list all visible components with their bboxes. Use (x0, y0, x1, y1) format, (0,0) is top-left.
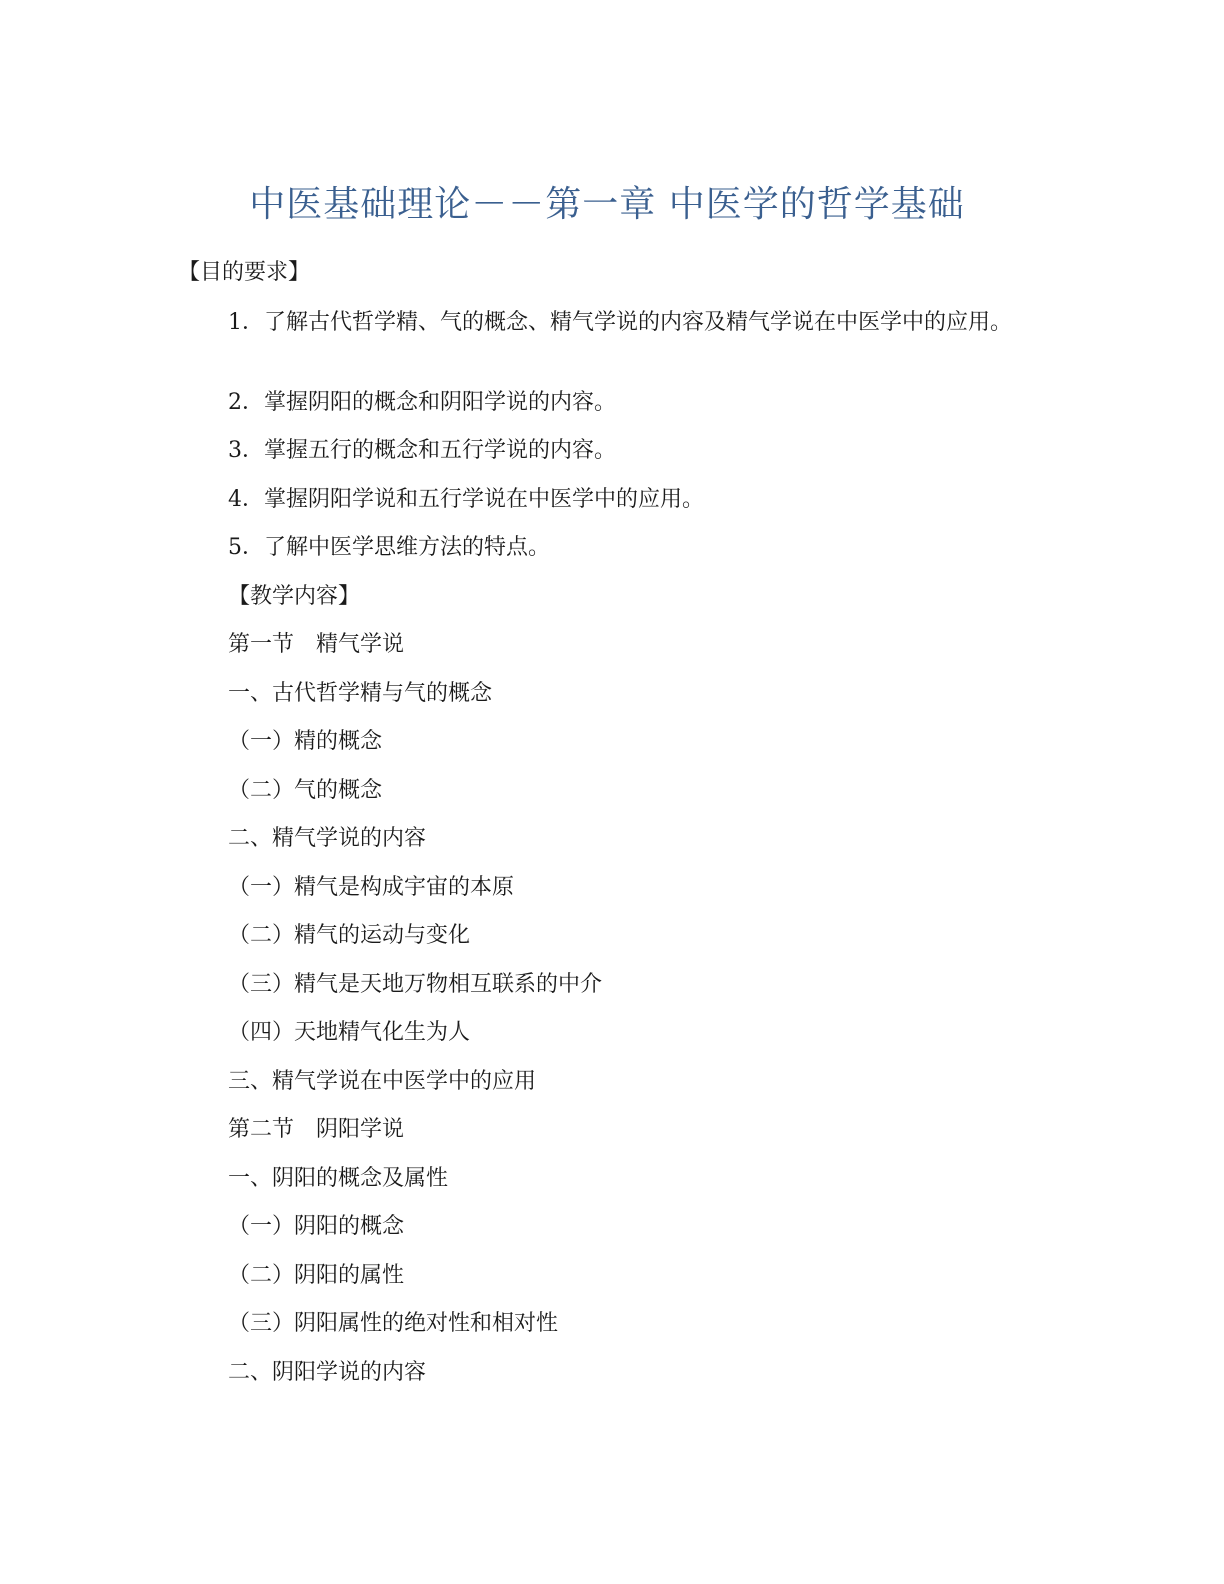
content-line: （四）天地精气化生为人 (228, 1020, 471, 1045)
content-line: 二、精气学说的内容 (228, 826, 427, 851)
content-line: 第一节 精气学说 (228, 632, 405, 657)
content-line: 一、阴阳的概念及属性 (228, 1166, 449, 1191)
content-line: （二）精气的运动与变化 (228, 923, 471, 948)
content-line: （一）阴阳的概念 (228, 1214, 405, 1239)
section-heading-objectives: 【目的要求】 (178, 260, 311, 285)
content-line: 二、阴阳学说的内容 (228, 1360, 427, 1385)
objective-item-4: 4．掌握阴阳学说和五行学说在中医学中的应用。 (228, 487, 704, 512)
content-line: （二）阴阳的属性 (228, 1263, 405, 1288)
objective-item-2: 2．掌握阴阳的概念和阴阳学说的内容。 (228, 390, 616, 415)
document-title: 中医基础理论－－第一章 中医学的哲学基础 (249, 184, 965, 225)
content-line: 第二节 阴阳学说 (228, 1117, 405, 1142)
section-heading-content: 【教学内容】 (228, 584, 361, 609)
content-line: （三）阴阳属性的绝对性和相对性 (228, 1311, 559, 1336)
objective-item-5: 5．了解中医学思维方法的特点。 (228, 535, 550, 560)
content-line: 三、精气学说在中医学中的应用 (228, 1069, 537, 1094)
content-line: 一、古代哲学精与气的概念 (228, 681, 493, 706)
content-line: （三）精气是天地万物相互联系的中介 (228, 972, 603, 997)
content-line: （一）精气是构成宇宙的本原 (228, 875, 515, 900)
content-line: （一）精的概念 (228, 729, 383, 754)
objective-item-3: 3．掌握五行的概念和五行学说的内容。 (228, 438, 616, 463)
objective-item-1: 1．了解古代哲学精、气的概念、精气学说的内容及精气学说在中医学中的应用。 (228, 310, 1012, 335)
content-line: （二）气的概念 (228, 778, 383, 803)
